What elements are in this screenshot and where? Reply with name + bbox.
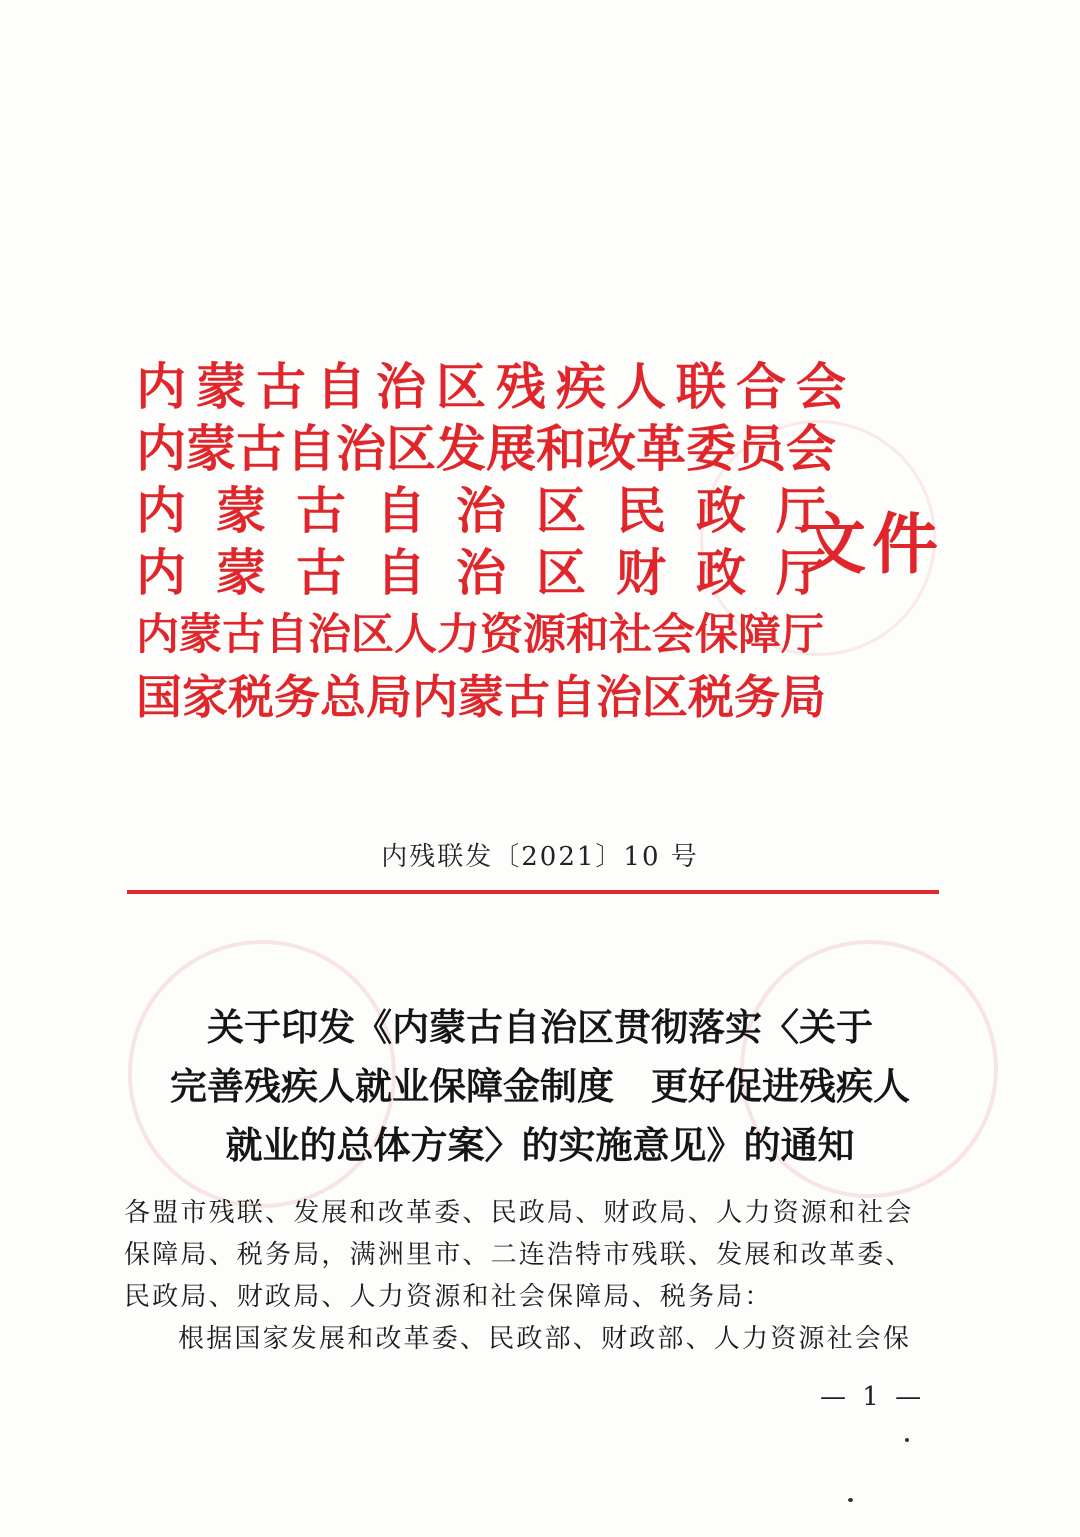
recipients-line: 保障局、税务局，满洲里市、二连浩特市残联、发展和改革委、 xyxy=(124,1240,914,1270)
issuer-masthead xyxy=(136,356,856,728)
document-number: 内残联发〔2021〕10 号 xyxy=(381,842,699,872)
masthead-suffix: 文件 xyxy=(800,505,944,583)
document-title xyxy=(0,998,1080,1175)
recipients-line: 民政局、财政局、人力资源和社会保障局、税务局： xyxy=(124,1282,773,1312)
red-divider xyxy=(127,890,939,894)
issuer-line: 内蒙古自治区民政厅 xyxy=(136,481,856,540)
page-number: — 1 — xyxy=(820,1382,926,1412)
document-body xyxy=(124,1192,944,1360)
issuer-line: 国家税务总局内蒙古自治区税务局 xyxy=(136,670,826,724)
issuer-line: 内蒙古自治区财政厅 xyxy=(136,543,856,602)
scan-speck xyxy=(905,1438,909,1442)
title-line: 完善残疾人就业保障金制度 更好促进残疾人 xyxy=(170,1064,910,1108)
issuer-line: 内蒙古自治区人力资源和社会保障厅 xyxy=(136,610,824,660)
issuer-line: 内蒙古自治区残疾人联合会 xyxy=(136,357,856,416)
title-line: 就业的总体方案〉的实施意见》的通知 xyxy=(225,1123,855,1167)
recipients-line: 各盟市残联、发展和改革委、民政局、财政局、人力资源和社会 xyxy=(124,1198,914,1228)
scan-speck xyxy=(848,1498,853,1502)
issuer-line: 内蒙古自治区发展和改革委员会 xyxy=(136,419,836,478)
title-line: 关于印发《内蒙古自治区贯彻落实〈关于 xyxy=(207,1005,873,1049)
body-paragraph: 根据国家发展和改革委、民政部、财政部、人力资源社会保 xyxy=(178,1324,912,1354)
